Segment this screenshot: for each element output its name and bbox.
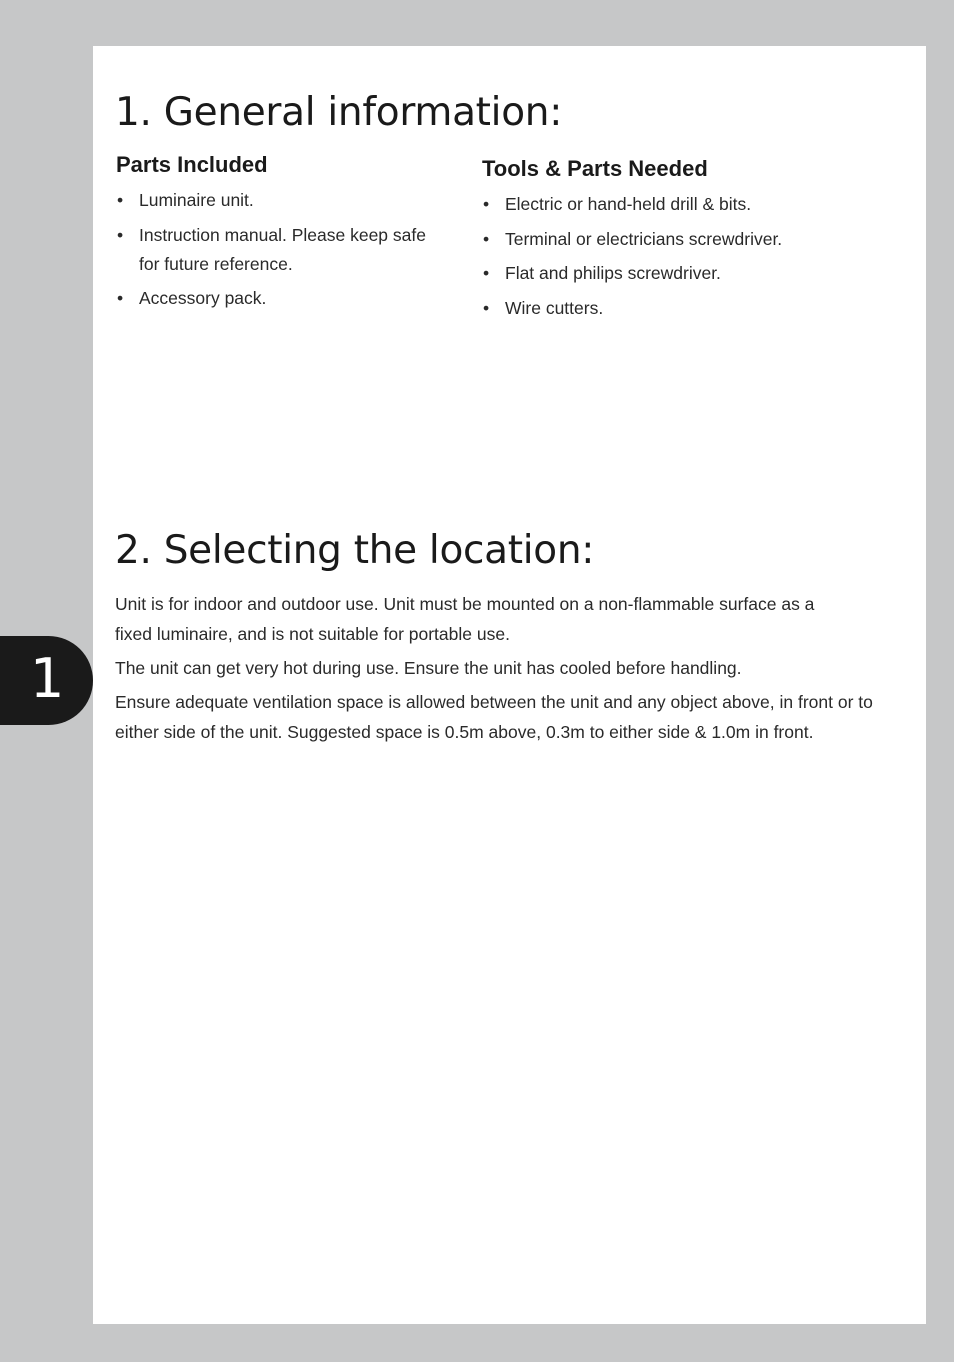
bullet-icon: •	[117, 288, 124, 308]
bullet-icon: •	[483, 263, 490, 283]
location-paragraph-1: Unit is for indoor and outdoor use. Unit must be mounted on a non-flammable surface as a fixed luminaire, and is not suitable for portable use.	[115, 594, 815, 644]
bullet-icon: •	[483, 297, 490, 318]
bullet-icon: •	[117, 190, 124, 210]
list-item: • Wire cutters.	[482, 294, 902, 323]
section-2-title: 2. Selecting the location:	[115, 528, 595, 573]
list-item: • Accessory pack.	[116, 284, 446, 313]
list-item: • Flat and philips screwdriver.	[482, 259, 902, 288]
location-paragraph-3: Ensure adequate ventilation space is allowed between the unit and any object above, in front or to either side of the unit. Suggested space is 0.5m above, 0.3m to either side & 1.0m in front.	[115, 692, 873, 742]
parts-included-list	[116, 186, 446, 319]
parts-included-heading: Parts Included	[116, 152, 268, 177]
tools-needed-list	[482, 190, 902, 328]
location-paragraph-2: The unit can get very hot during use. Ensure the unit has cooled before handling.	[115, 658, 742, 678]
list-item: • Instruction manual. Please keep safe for future reference.	[116, 221, 446, 279]
bullet-icon: •	[483, 194, 490, 214]
page-number-tab	[0, 636, 93, 725]
section-1-title: 1. General information:	[115, 90, 563, 135]
bullet-icon: •	[483, 228, 490, 249]
bullet-icon: •	[117, 224, 124, 245]
tools-needed-heading: Tools & Parts Needed	[482, 156, 708, 181]
page-number: 1	[30, 647, 65, 710]
list-item: • Electric or hand-held drill & bits.	[482, 190, 902, 219]
list-item: • Terminal or electricians screwdriver.	[482, 225, 902, 254]
list-item: • Luminaire unit.	[116, 186, 446, 215]
